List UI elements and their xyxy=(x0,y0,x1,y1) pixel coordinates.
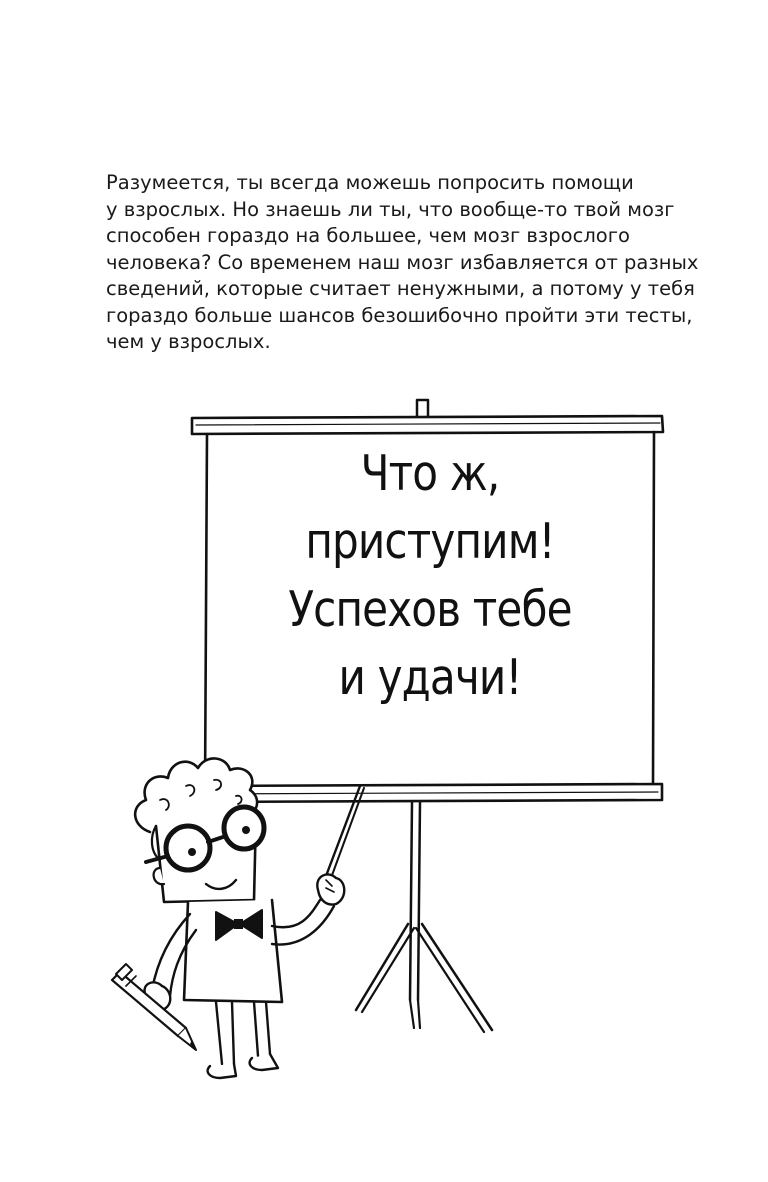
boy-right-arm xyxy=(272,874,344,944)
body-paragraph xyxy=(106,170,699,356)
paragraph-line: сведений, которые считает ненужными, а потому у тебя xyxy=(106,277,695,300)
board-line: Успехов тебе xyxy=(288,581,572,638)
paragraph-line: гораздо больше шансов безошибочно пройти эти тесты, xyxy=(106,303,693,327)
paragraph-line: чем у взрослых. xyxy=(106,330,271,353)
board-line: приступим! xyxy=(305,513,555,570)
paragraph-line: Разумеется, ты всегда можешь попросить помощи xyxy=(106,171,634,194)
board-message xyxy=(237,440,624,712)
board-line: Что ж, xyxy=(360,445,500,502)
boy-body xyxy=(184,900,282,1002)
board-line: и удачи! xyxy=(338,649,522,706)
board-top-bar xyxy=(192,416,663,434)
paragraph-line: способен гораздо на большее, чем мозг взрослого xyxy=(106,224,630,247)
paragraph-line: у взрослых. Но знаешь ли ты, что вообще-то твой мозг xyxy=(106,197,675,221)
tripod-stand xyxy=(356,802,492,1032)
paragraph-line: человека? Со временем наш мозг избавляется от разных xyxy=(106,250,699,274)
board-hook-icon xyxy=(417,400,428,418)
boy-legs xyxy=(208,1002,278,1078)
board-bottom-bar xyxy=(196,784,662,802)
